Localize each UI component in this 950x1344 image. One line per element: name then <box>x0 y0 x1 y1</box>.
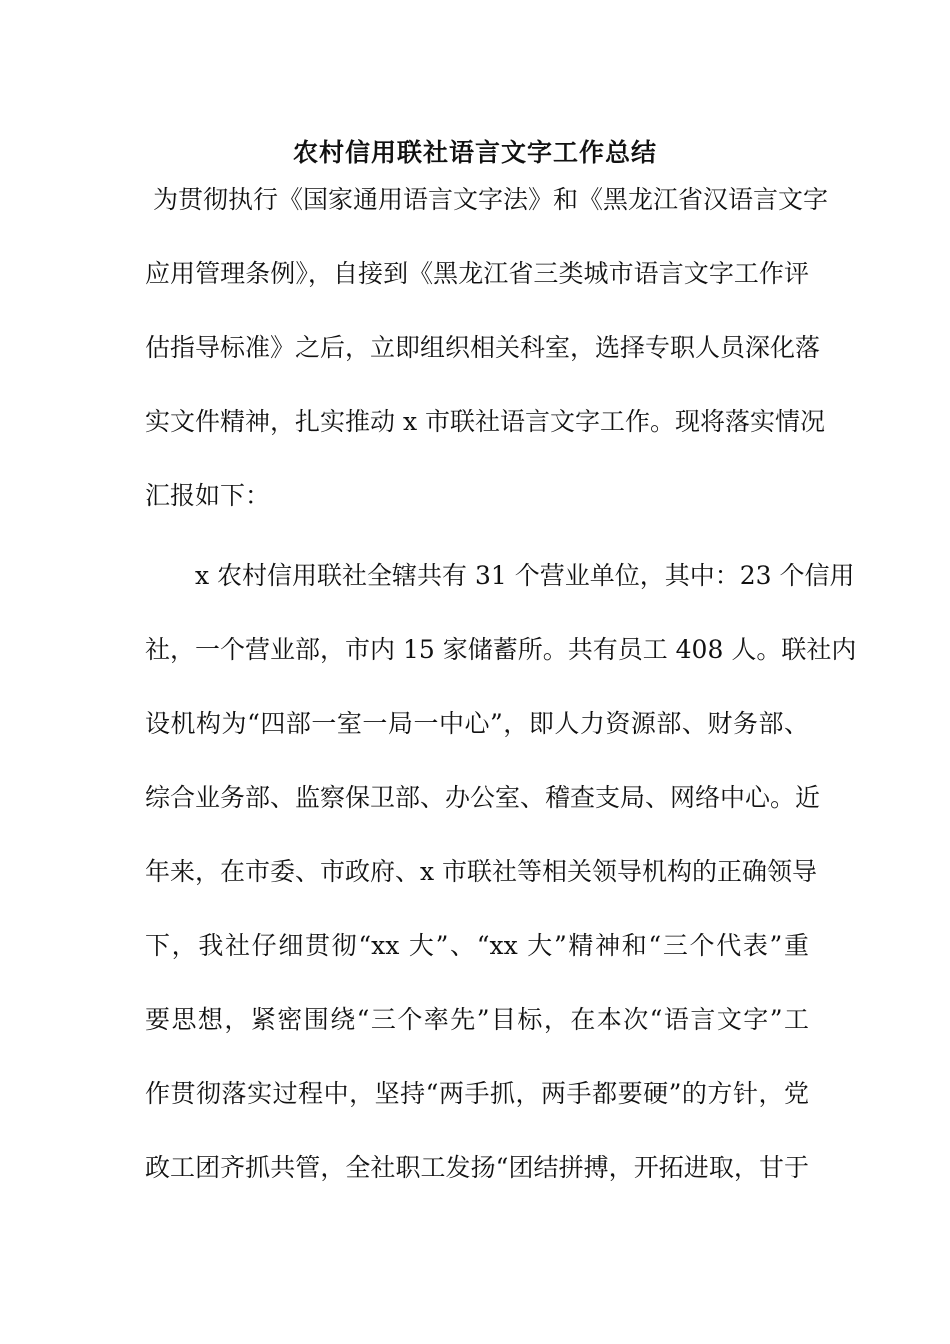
paragraph-line: 估指导标准》之后，立即组织相关科室，选择专职人员深化落 <box>145 333 821 362</box>
paragraph-line: 为贯彻执行《国家通用语言文字法》和《黑龙江省汉语言文字 <box>153 185 829 214</box>
paragraph-line: 社，一个营业部，市内 15 家储蓄所。共有员工 408 人。联社内 <box>145 635 857 664</box>
document-title: 农村信用联社语言文字工作总结 <box>292 138 657 167</box>
paragraph-line: 实文件精神，扎实推动 x 市联社语言文字工作。现将落实情况 <box>145 407 825 436</box>
paragraph-line: x 农村信用联社全辖共有 31 个营业单位，其中：23 个信用 <box>195 561 855 590</box>
paragraph-line: 设机构为“四部一室一局一中心”，即人力资源部、财务部、 <box>145 709 809 738</box>
paragraph-line: 汇报如下： <box>145 481 271 510</box>
paragraph-line: 政工团齐抓共管，全社职工发扬“团结拼搏，开拓进取，甘于 <box>145 1153 809 1182</box>
paragraph-line: 作贯彻落实过程中，坚持“两手抓，两手都要硬”的方针，党 <box>145 1079 809 1108</box>
paragraph-line: 下，我社仔细贯彻“xx 大”、“xx 大”精神和“三个代表”重 <box>145 931 809 960</box>
paragraph-line: 应用管理条例》，自接到《黑龙江省三类城市语言文字工作评 <box>145 259 809 288</box>
paragraph-line: 综合业务部、监察保卫部、办公室、稽查支局、网络中心。近 <box>145 783 821 812</box>
paragraph-line: 要思想，紧密围绕“三个率先”目标，在本次“语言文字”工 <box>145 1005 809 1034</box>
paragraph-line: 年来，在市委、市政府、x 市联社等相关领导机构的正确领导 <box>145 857 818 886</box>
